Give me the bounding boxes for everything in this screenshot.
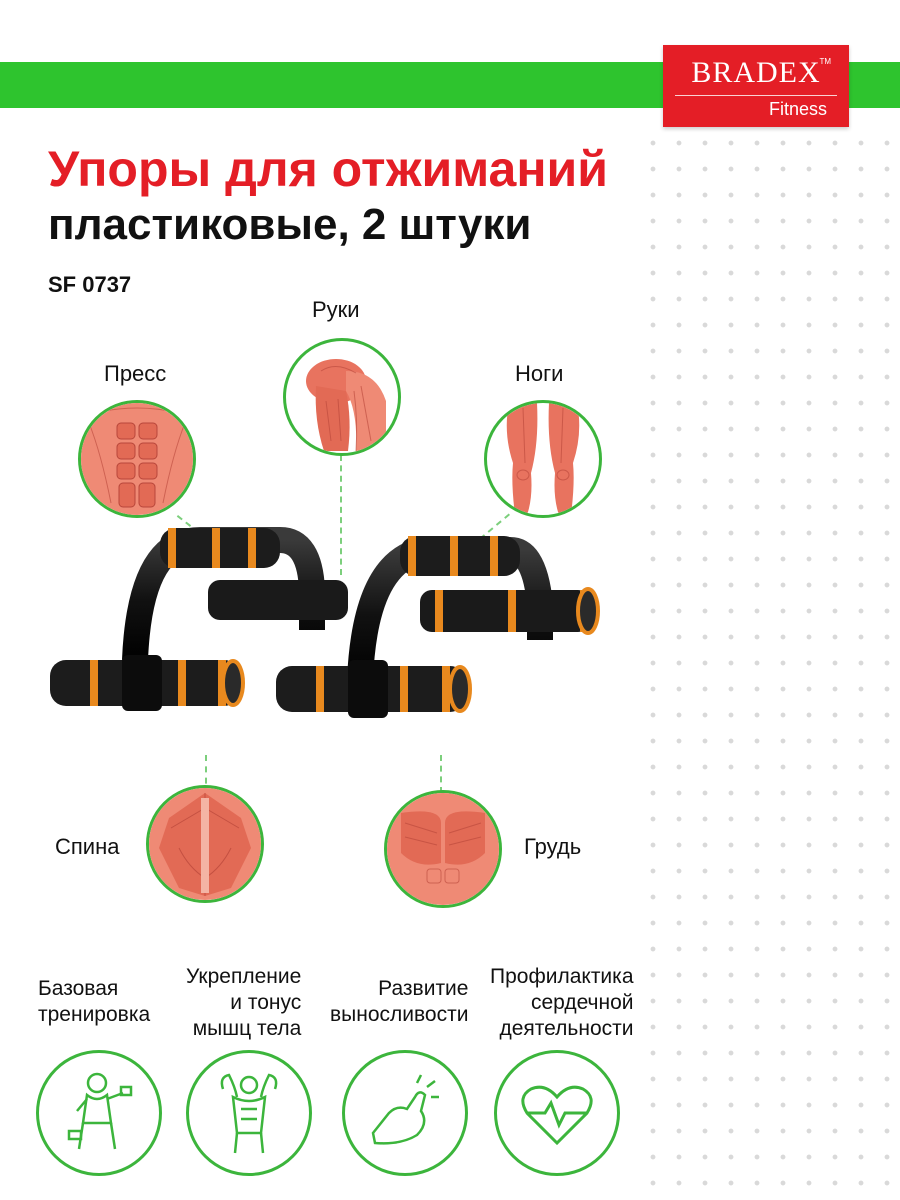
brand-logo xyxy=(663,45,849,127)
abs-muscle-image xyxy=(78,400,196,518)
workout-woman-icon xyxy=(36,1050,162,1176)
heart-pulse-icon xyxy=(494,1050,620,1176)
brand-name: BRADEX xyxy=(691,56,821,89)
product-subtitle: пластиковые, 2 штуки xyxy=(48,200,532,249)
dot-pattern xyxy=(640,130,900,1200)
feature-muscle-tone: Укрепление и тонус мышц тела xyxy=(186,965,302,1040)
pushup-bars-image xyxy=(40,510,640,770)
product-sku: SF 0737 xyxy=(48,272,132,297)
chest-muscle-image xyxy=(384,790,502,908)
bodybuilder-icon xyxy=(186,1050,312,1176)
flexed-arm-icon xyxy=(342,1050,468,1176)
product-title: Упоры для отжиманий xyxy=(48,141,609,197)
brand-subline: Fitness xyxy=(768,99,827,119)
feature-heart-health: Профилактика сердечной деятельности xyxy=(490,965,634,1040)
label-back: Спина xyxy=(55,834,120,859)
label-chest: Грудь xyxy=(524,834,582,859)
feature-endurance: Развитие выносливости xyxy=(330,977,469,1026)
label-arms: Руки xyxy=(312,297,360,322)
logo-divider xyxy=(675,95,837,96)
label-legs: Ноги xyxy=(515,361,564,386)
label-abs: Пресс xyxy=(104,361,167,386)
trademark-mark: TM xyxy=(819,57,831,66)
back-muscle-image xyxy=(146,785,264,903)
arms-muscle-image xyxy=(283,338,401,456)
feature-basic-training: Базовая тренировка xyxy=(38,977,151,1026)
legs-muscle-image xyxy=(484,400,602,518)
